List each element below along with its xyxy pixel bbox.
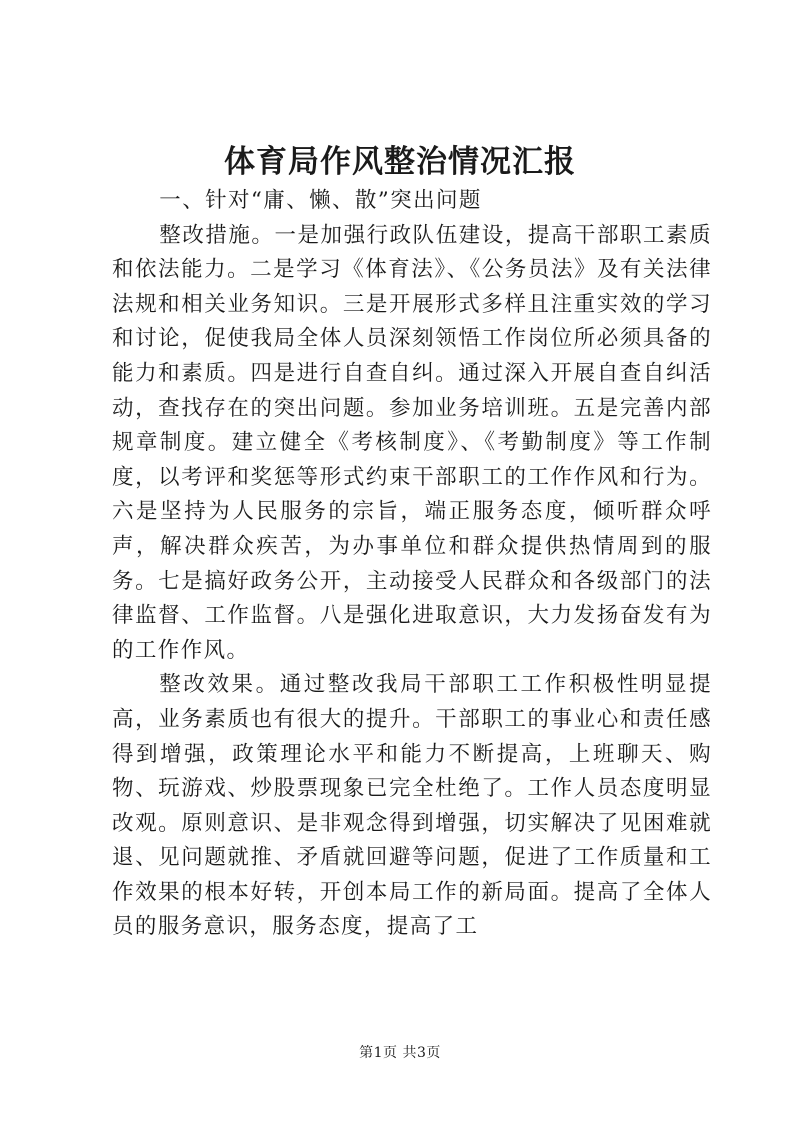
- paragraph-effects: 整改效果。通过整改我局干部职工工作积极性明显提高，业务素质也有很大的提升。干部职工的事业心和责任感得到增强，政策理论水平和能力不断提高，上班聊天、购物、玩游戏、炒股票现象已完全杜绝了。工作人员态度明显改观。原则意识、是非观念得到增强，切实解决了见困难就退、见问题就推、矛盾就回避等问题，促进了工作质量和工作效果的根本好转，开创本局工作的新局面。提高了全体人员的服务意识，服务态度，提高了工: [112, 672, 712, 940]
- page-number-footer: 第1页 共3页: [359, 1045, 441, 1061]
- document-body: [112, 184, 712, 945]
- document-title: 体育局作风整治情况汇报: [224, 144, 576, 180]
- section-heading: 一、针对“庸、懒、散”突出问题: [159, 188, 482, 213]
- paragraph-measures: 整改措施。一是加强行政队伍建设，提高干部职工素质和依法能力。二是学习《体育法》、《公务员法》及有关法律法规和相关业务知识。三是开展形式多样且注重实效的学习和讨论，促使我局全体人员深刻领悟工作岗位所必须具备的能力和素质。四是进行自查自纠。通过深入开展自查自纠活动，查找存在的突出问题。参加业务培训班。五是完善内部规章制度。建立健全《考核制度》、《考勤制度》等工作制度，以考评和奖惩等形式约束干部职工的工作作风和行为。六是坚持为人民服务的宗旨，端正服务态度，倾听群众呼声，解决群众疾苦，为办事单位和群众提供热情周到的服务。七是搞好政务公开，主动接受人民群众和各级部门的法律监督、工作监督。八是强化进取意识，大力发扬奋发有为的工作作风。: [112, 222, 712, 663]
